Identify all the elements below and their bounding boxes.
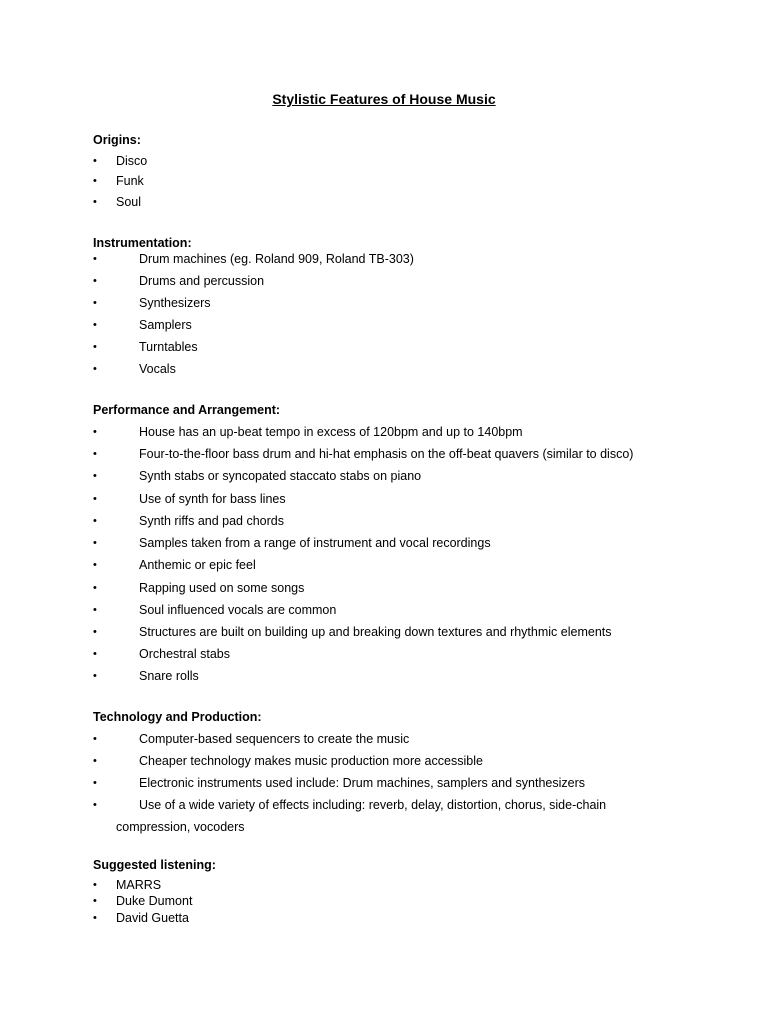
bullet-icon: •	[93, 582, 97, 594]
bullet-icon: •	[93, 755, 97, 767]
list-item-text: Vocals	[139, 362, 176, 376]
bullet-icon: •	[93, 196, 97, 208]
bullet-icon: •	[93, 470, 97, 482]
bullet-icon: •	[93, 341, 97, 353]
origins-heading: Origins:	[93, 133, 141, 147]
list-item-text: Drum machines (eg. Roland 909, Roland TB-303)	[139, 252, 414, 266]
list-item-text: Anthemic or epic feel	[139, 558, 256, 572]
list-item-text: Four-to-the-floor bass drum and hi-hat emphasis on the off-beat quavers (similar to disco)	[139, 447, 634, 461]
list-item-text: Structures are built on building up and breaking down textures and rhythmic elements	[139, 625, 612, 639]
list-item-text: Orchestral stabs	[139, 647, 231, 661]
bullet-icon: •	[93, 912, 97, 924]
bullet-icon: •	[93, 426, 97, 438]
list-item-text: Rapping used on some songs	[139, 581, 305, 595]
list-item-text: David Guetta	[116, 911, 189, 925]
bullet-icon: •	[93, 626, 97, 638]
list-item-text: Synth riffs and pad chords	[139, 514, 284, 528]
technology-heading: Technology and Production:	[93, 710, 262, 724]
bullet-icon: •	[93, 604, 97, 616]
list-item-text: Electronic instruments used include: Drum machines, samplers and synthesizers	[139, 776, 586, 790]
list-item-text: Synth stabs or syncopated staccato stabs on piano	[139, 469, 422, 483]
list-item-text: Funk	[116, 174, 144, 188]
bullet-icon: •	[93, 155, 97, 167]
list-item-text: Duke Dumont	[116, 894, 193, 908]
list-item-text: Samples taken from a range of instrument and vocal recordings	[139, 536, 491, 550]
bullet-icon: •	[93, 493, 97, 505]
list-item-text: Soul	[116, 195, 142, 209]
list-item-text: MARRS	[116, 878, 162, 892]
bullet-icon: •	[93, 253, 97, 265]
list-item-continuation: compression, vocoders	[116, 820, 245, 834]
bullet-icon: •	[93, 777, 97, 789]
bullet-icon: •	[93, 297, 97, 309]
list-item-text: Disco	[116, 154, 148, 168]
bullet-icon: •	[93, 648, 97, 660]
bullet-icon: •	[93, 175, 97, 187]
list-item-text: Cheaper technology makes music production more accessible	[139, 754, 483, 768]
list-item-text: Synthesizers	[139, 296, 211, 310]
bullet-icon: •	[93, 733, 97, 745]
bullet-icon: •	[93, 515, 97, 527]
list-item-text: Drums and percussion	[139, 274, 265, 288]
bullet-icon: •	[93, 319, 97, 331]
bullet-icon: •	[93, 670, 97, 682]
list-item-text: Turntables	[139, 340, 198, 354]
performance-heading: Performance and Arrangement:	[93, 403, 281, 417]
bullet-icon: •	[93, 879, 97, 891]
instrumentation-heading: Instrumentation:	[93, 236, 192, 250]
list-item-text: House has an up-beat tempo in excess of 120bpm and up to 140bpm	[139, 425, 523, 439]
bullet-icon: •	[93, 363, 97, 375]
bullet-icon: •	[93, 895, 97, 907]
list-item-text: Samplers	[139, 318, 192, 332]
bullet-icon: •	[93, 448, 97, 460]
list-item-text: Snare rolls	[139, 669, 199, 683]
list-item-text: Use of a wide variety of effects including: reverb, delay, distortion, chorus, side-chain	[139, 798, 607, 812]
bullet-icon: •	[93, 559, 97, 571]
bullet-icon: •	[93, 275, 97, 287]
list-item-text: Computer-based sequencers to create the music	[139, 732, 410, 746]
listening-heading: Suggested listening:	[93, 858, 216, 872]
bullet-icon: •	[93, 799, 97, 811]
list-item-text: Use of synth for bass lines	[139, 492, 286, 506]
document-title: Stylistic Features of House Music	[272, 91, 496, 107]
bullet-icon: •	[93, 537, 97, 549]
list-item-text: Soul influenced vocals are common	[139, 603, 337, 617]
